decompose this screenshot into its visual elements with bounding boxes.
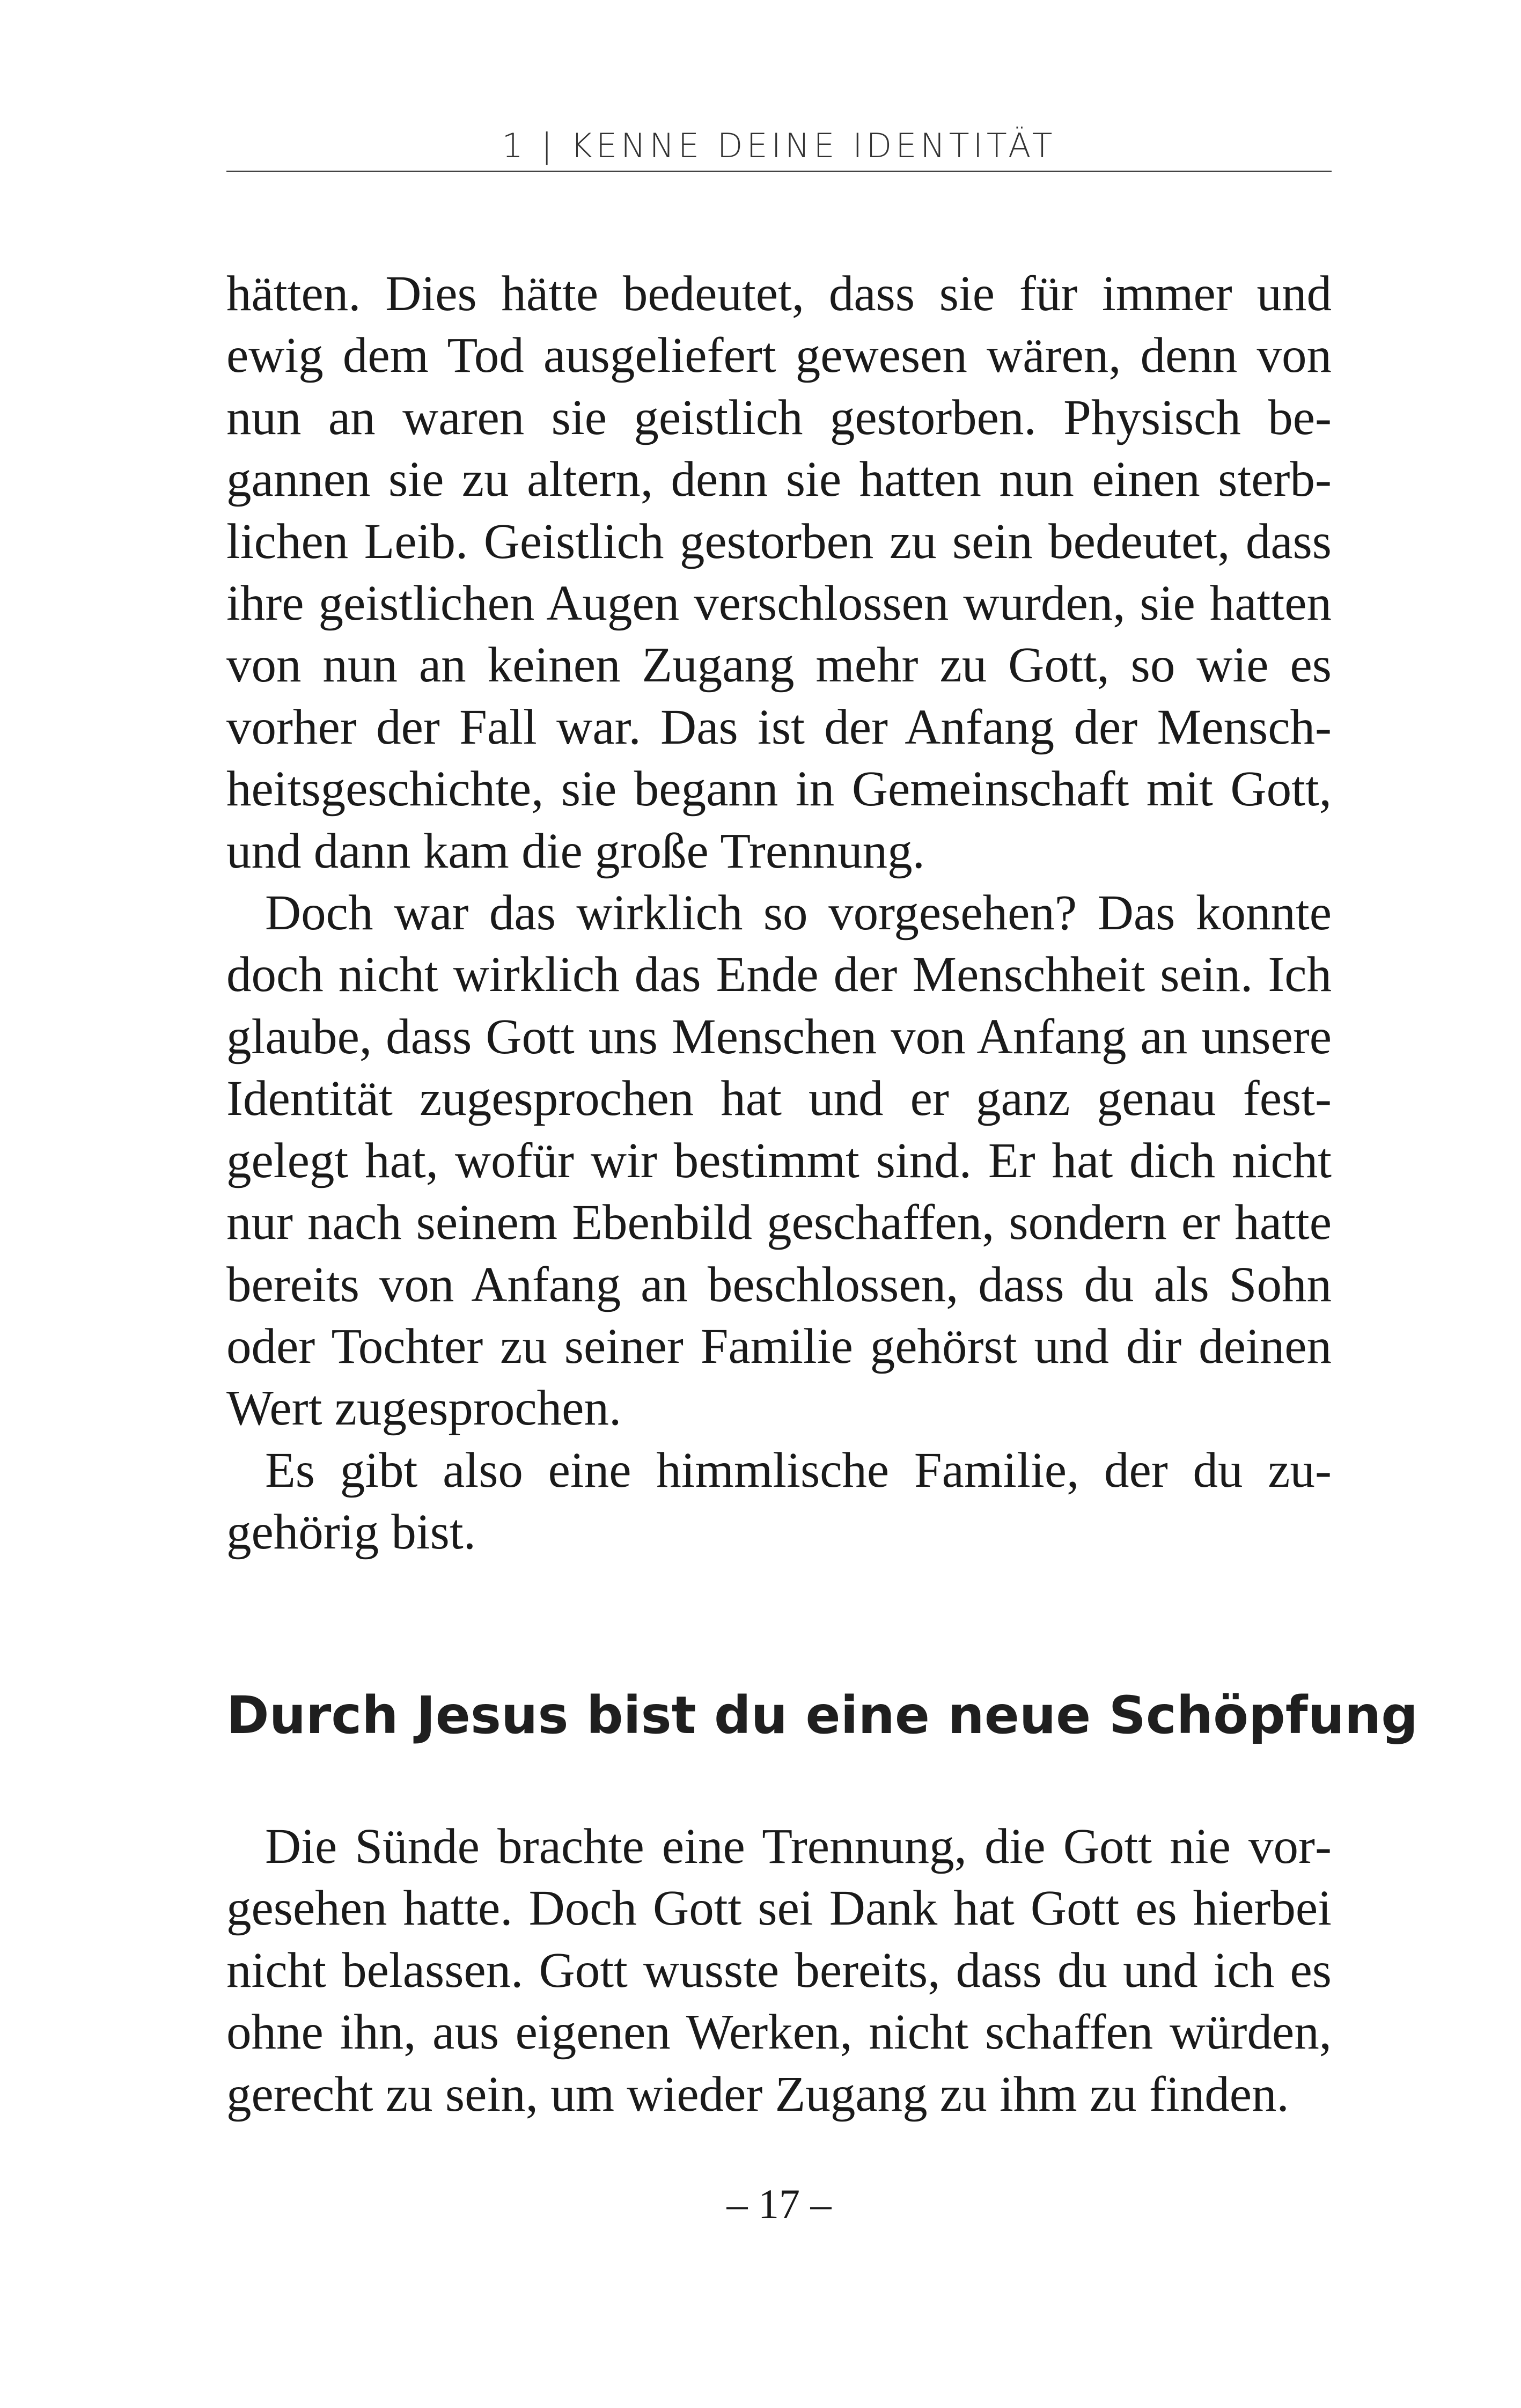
page-number: – 17 – <box>726 2181 832 2227</box>
paragraph: Es gibt also eine himmlische Familie, der du zugehörig bist. <box>226 1442 1332 1560</box>
paragraph: Die Sünde brachte eine Trennung, die Gott nie vorgesehen hatte. Doch Gott sei Dank hat Gott es hierbei nicht belassen. Gott wusste bereits, dass du und ich es ohne ihn, aus eigenen Werken, nicht schaffen würden, gerecht zu sein, um wieder Zugang zu ihm zu finden. <box>226 1819 1332 2122</box>
body-text-block <box>226 263 1332 1563</box>
running-header: 1 | KENNE DEINE IDENTITÄT <box>502 126 1056 165</box>
header-rule <box>226 171 1332 172</box>
paragraph: hätten. Dies hätte bedeutet, dass sie für immer und ewig dem Tod ausgeliefert gewesen wären, denn von nun an waren sie geistlich gestorben. Physisch begannen sie zu altern, denn sie hatten nun einen sterblichen Leib. Geistlich gestorben zu sein bedeutet, dass ihre geistlichen Augen verschlossen wurden, sie hatten von nun an keinen Zugang mehr zu Gott, so wie es vorher der Fall war. Das ist der Anfang der Menschheitsgeschichte, sie begann in Gemeinschaft mit Gott, und dann kam die große Trennung. <box>226 266 1332 879</box>
paragraph: Doch war das wirklich so vorgesehen? Das konnte doch nicht wirklich das Ende der Menschheit sein. Ich glaube, dass Gott uns Menschen von Anfang an unsere Identität zugesprochen hat und er ganz genau festgelegt hat, wofür wir bestimmt sind. Er hat dich nicht nur nach seinem Ebenbild geschaffen, sondern er hatte bereits von Anfang an beschlossen, dass du als Sohn oder Tochter zu seiner Familie gehörst und dir deinen Wert zugesprochen. <box>226 885 1332 1436</box>
section-heading: Durch Jesus bist du eine neue Schöpfung <box>226 1685 1418 1745</box>
section-body-text <box>226 1816 1332 2125</box>
